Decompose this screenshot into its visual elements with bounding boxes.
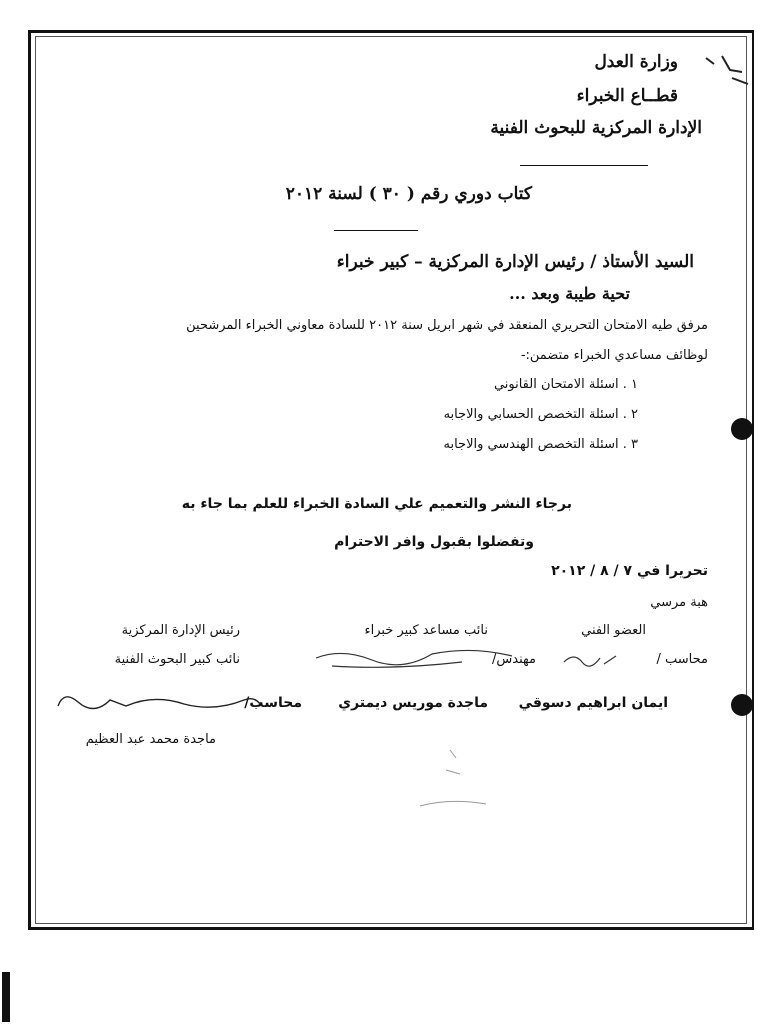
- corner-mark: [702, 50, 752, 90]
- date: تحريرا في ٧ / ٨ / ٢٠١٢: [551, 563, 708, 579]
- sector-name: قطــاع الخبراء: [576, 86, 678, 106]
- punch-hole: [731, 418, 753, 440]
- deputy-role: مهندس/: [492, 652, 536, 667]
- department-name: الإدارة المركزية للبحوث الفنية: [490, 118, 702, 138]
- technical-member-name: ايمان ابراهيم دسوقي: [518, 695, 668, 711]
- deputy-name: ماجدة موريس ديمتري: [338, 695, 488, 711]
- typist-name: هبة مرسي: [650, 595, 708, 610]
- head-signature: [54, 682, 264, 722]
- technical-member-role: محاسب /: [656, 652, 708, 667]
- ministry-name: وزارة العدل: [594, 52, 678, 72]
- head-title: رئيس الإدارة المركزية: [121, 623, 240, 638]
- technical-member-signature: [560, 646, 620, 672]
- technical-member-title: العضو الفني: [581, 623, 646, 638]
- head-subtitle: نائب كبير البحوث الفنية: [114, 652, 240, 667]
- header-divider: [520, 165, 648, 166]
- punch-hole: [731, 694, 753, 716]
- deputy-title: نائب مساعد كبير خبراء: [364, 623, 488, 638]
- list-item: ٣ . اسئلة التخصص الهندسي والاجابه: [443, 437, 638, 452]
- head-role: محاسب/: [244, 695, 302, 711]
- closing-line: وتفضلوا بقبول وافر الاحترام: [334, 534, 534, 550]
- deputy-signature: [312, 640, 537, 674]
- list-item: ٢ . اسئلة التخصص الحسابي والاجابه: [443, 407, 638, 422]
- faint-stamp: [400, 740, 500, 820]
- addressee: السيد الأستاذ / رئيس الإدارة المركزية – كبير خبراء: [336, 252, 694, 272]
- intro-line-1: مرفق طيه الامتحان التحريري المنعقد في شهر ابريل سنة ٢٠١٢ للسادة معاوني الخبراء المرشحين: [186, 318, 708, 333]
- request-line: برجاء النشر والتعميم علي السادة الخبراء للعلم بما جاء به: [181, 496, 572, 512]
- circular-title: كتاب دوري رقم ( ٣٠ ) لسنة ٢٠١٢: [285, 184, 532, 204]
- intro-line-2: لوظائف مساعدي الخبراء متضمن:-: [520, 348, 708, 363]
- inner-page-border: [35, 36, 747, 924]
- scan-edge-mark: [2, 972, 10, 1022]
- head-name: ماجدة محمد عبد العظيم: [85, 732, 216, 747]
- addressee-divider: [334, 230, 418, 231]
- greeting: تحية طيبة وبعد ...: [509, 284, 630, 303]
- list-item: ١ . اسئلة الامتحان القانوني: [493, 377, 638, 392]
